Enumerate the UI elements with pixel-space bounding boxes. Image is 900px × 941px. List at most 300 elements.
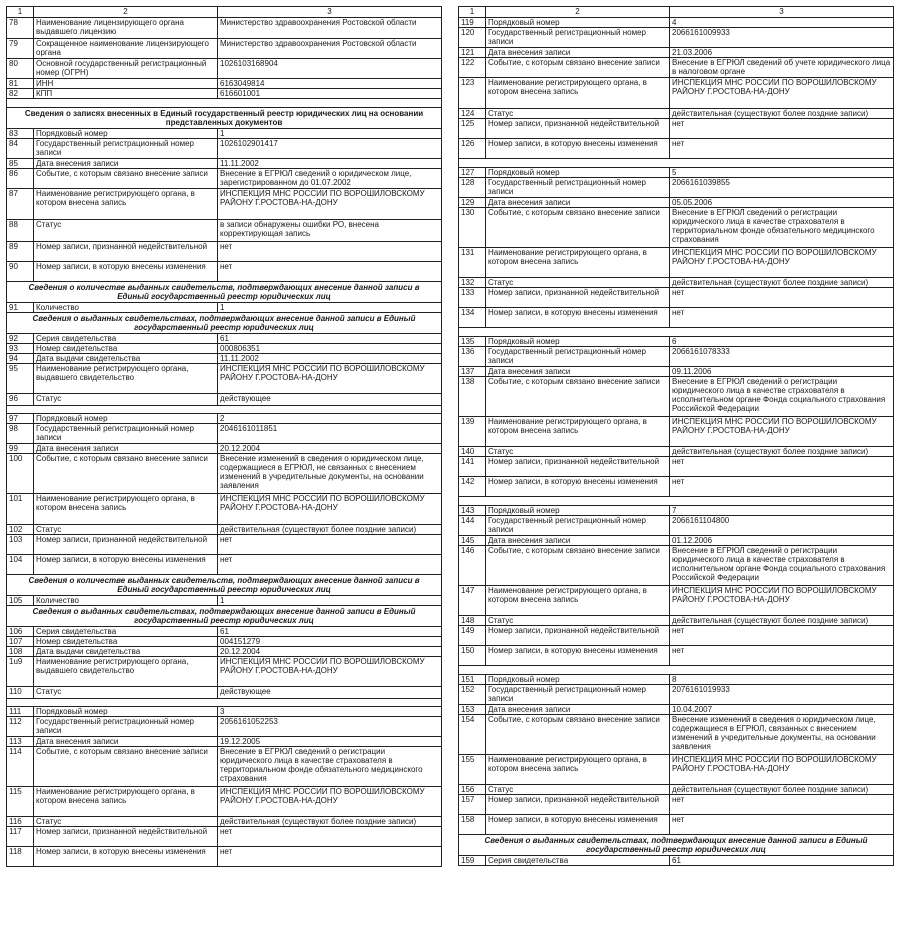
row-number: 140 [459,447,486,457]
row-number: 159 [459,856,486,866]
row-number: 156 [459,785,486,795]
field-value: действительная (существуют более поздние записи) [670,447,894,457]
row-number: 155 [459,755,486,785]
column-header-row [7,7,442,18]
field-name: Порядковый номер [486,18,670,28]
field-name: Номер записи, признанной недействительной [486,795,670,815]
field-value: 6163049814 [218,79,442,89]
right-column [458,6,894,866]
row-number: 131 [459,248,486,278]
field-name: Статус [34,394,218,406]
table-row [459,377,894,417]
table-row [7,707,442,717]
table-row [459,546,894,586]
section-heading [7,108,442,129]
row-number: 127 [459,168,486,178]
field-value: ИНСПЕКЦИЯ МНС РОССИИ ПО ВОРОШИЛОВСКОМУ РАЙОНУ Г.РОСТОВА-НА-ДОНУ [218,494,442,525]
table-row [7,747,442,787]
field-name: Наименование регистрирующего органа, в котором внесена запись [486,248,670,278]
table-row [7,39,442,59]
row-number: 99 [7,444,34,454]
table-row [459,178,894,198]
field-value: 19.12.2005 [218,737,442,747]
row-number: 107 [7,637,34,647]
field-name: Событие, с которым связано внесение записи [486,377,670,417]
row-number: 126 [459,139,486,159]
field-name: Государственный регистрационный номер записи [34,139,218,159]
field-name: КПП [34,89,218,99]
table-row [459,337,894,347]
field-value: 6 [670,337,894,347]
field-name: Основной государственный регистрационный номер (ОГРН) [34,59,218,79]
table-row [459,367,894,377]
field-name: Наименование регистрирующего органа, выдавшего свидетельство [34,657,218,687]
field-value: Министерство здравоохранения Ростовской области [218,39,442,59]
field-name: Событие, с которым связано внесение записи [34,454,218,494]
section-heading-text: Сведения о выданных свидетельствах, подтверждающих внесение данной записи в Единый государственный реестр юридических лиц [7,313,442,334]
row-number: 114 [7,747,34,787]
field-name: Событие, с которым связано внесение записи [486,208,670,248]
section-heading-text: Сведения о количестве выданных свидетельств, подтверждающих внесение данной записи в Единый государственный реестр юридических лиц [7,282,442,303]
table-row [459,208,894,248]
field-name: Порядковый номер [34,414,218,424]
field-value: 01.12.2006 [670,536,894,546]
column-header-2: 2 [486,7,670,18]
field-value: ИНСПЕКЦИЯ МНС РОССИИ ПО ВОРОШИЛОВСКОМУ РАЙОНУ Г.РОСТОВА-НА-ДОНУ [670,586,894,616]
field-name: Государственный регистрационный номер записи [486,28,670,48]
table-row [7,414,442,424]
table-row [7,647,442,657]
table-row [7,18,442,39]
field-value: действительная (существуют более поздние записи) [670,278,894,288]
row-number: 129 [459,198,486,208]
field-value: действительная (существуют более поздние записи) [670,616,894,626]
field-name: Государственный регистрационный номер записи [486,685,670,705]
section-heading [7,313,442,334]
table-row [459,457,894,477]
row-number: 134 [459,308,486,328]
table-row [459,675,894,685]
table-row [459,506,894,516]
field-value: 616601001 [218,89,442,99]
table-row [459,795,894,815]
row-number: 157 [459,795,486,815]
column-header-1: 1 [7,7,34,18]
row-number: 84 [7,139,34,159]
field-value: 05.05.2006 [670,198,894,208]
table-row [7,596,442,606]
row-number: 1u9 [7,657,34,687]
field-value: 11.11.2002 [218,354,442,364]
field-name: Дата внесения записи [34,737,218,747]
field-value: нет [670,119,894,139]
field-name: Номер записи, признанной недействительной [486,288,670,308]
row-number: 128 [459,178,486,198]
row-number: 108 [7,647,34,657]
field-value: нет [670,646,894,666]
row-number: 88 [7,220,34,242]
row-number: 111 [7,707,34,717]
row-number: 97 [7,414,34,424]
row-number: 96 [7,394,34,406]
field-name: Номер записи, в которую внесены изменения [486,646,670,666]
field-name: Номер записи, признанной недействительной [486,626,670,646]
field-value: 21.03.2006 [670,48,894,58]
row-number: 120 [459,28,486,48]
field-value: 1 [218,129,442,139]
field-value: 2056161052253 [218,717,442,737]
table-row [459,715,894,755]
table-row [7,525,442,535]
table-row [459,109,894,119]
table-row [7,159,442,169]
field-value: 5 [670,168,894,178]
table-row [7,787,442,817]
field-name: Количество [34,303,218,313]
table-row [459,347,894,367]
field-name: Статус [486,278,670,288]
row-number: 112 [7,717,34,737]
field-value: действительная (существуют более поздние записи) [670,109,894,119]
table-row [7,637,442,647]
section-heading-text: Сведения о выданных свидетельствах, подтверждающих внесение данной записи в Единый государственный реестр юридических лиц [459,835,894,856]
table-row [7,262,442,282]
table-row [459,626,894,646]
field-name: Порядковый номер [486,506,670,516]
field-name: Номер свидетельства [34,637,218,647]
spacer-cell [459,328,894,337]
table-row [459,198,894,208]
field-name: Дата внесения записи [34,159,218,169]
spacer-cell [7,699,442,707]
row-number: 98 [7,424,34,444]
spacer-row [459,666,894,675]
table-row [459,785,894,795]
table-row [459,168,894,178]
field-value: действующее [218,687,442,699]
field-name: Номер записи, признанной недействительной [34,242,218,262]
table-row [459,685,894,705]
field-value: в записи обнаружены ошибки РО, внесена корректирующая запись [218,220,442,242]
field-name: Сокращенное наименование лицензирующего органа [34,39,218,59]
field-name: Статус [486,109,670,119]
field-value: ИНСПЕКЦИЯ МНС РОССИИ ПО ВОРОШИЛОВСКОМУ РАЙОНУ Г.РОСТОВА-НА-ДОНУ [218,364,442,394]
field-value: нет [670,308,894,328]
row-number: 101 [7,494,34,525]
field-name: Событие, с которым связано внесение записи [486,546,670,586]
table-row [7,79,442,89]
field-value: 004151279 [218,637,442,647]
row-number: 158 [459,815,486,835]
field-value: действующее [218,394,442,406]
table-row [7,129,442,139]
field-value: действительная (существуют более поздние записи) [670,785,894,795]
field-value: 000806351 [218,344,442,354]
spacer-cell [459,497,894,506]
row-number: 115 [7,787,34,817]
table-row [7,657,442,687]
field-value: 3 [218,707,442,717]
field-value: нет [670,795,894,815]
row-number: 80 [7,59,34,79]
table-row [7,627,442,637]
row-number: 79 [7,39,34,59]
field-value: 1 [218,596,442,606]
field-name: Серия свидетельства [486,856,670,866]
field-value: Внесение в ЕГРЮЛ сведений об учете юридического лица в налоговом органе [670,58,894,78]
field-name: Государственный регистрационный номер записи [34,424,218,444]
field-name: Дата выдачи свидетельства [34,647,218,657]
field-name: Номер записи, в которую внесены изменения [486,308,670,328]
field-value: ИНСПЕКЦИЯ МНС РОССИИ ПО ВОРОШИЛОВСКОМУ РАЙОНУ Г.РОСТОВА-НА-ДОНУ [670,78,894,109]
field-value: 2066161039855 [670,178,894,198]
spacer-row [7,699,442,707]
table-row [459,288,894,308]
field-value: нет [218,262,442,282]
section-heading [459,835,894,856]
row-number: 130 [459,208,486,248]
row-number: 121 [459,48,486,58]
row-number: 87 [7,189,34,220]
field-name: Государственный регистрационный номер записи [486,178,670,198]
row-number: 106 [7,627,34,637]
field-name: Порядковый номер [486,168,670,178]
field-name: Номер записи, признанной недействительной [34,827,218,847]
field-value: нет [218,827,442,847]
row-number: 133 [459,288,486,308]
row-number: 146 [459,546,486,586]
field-name: Порядковый номер [34,707,218,717]
row-number: 95 [7,364,34,394]
row-number: 149 [459,626,486,646]
field-value: Внесение в ЕГРЮЛ сведений о регистрации юридического лица в качестве страхователя в исполнительном органе Фонда социального страхования Российской Федерации [670,377,894,417]
row-number: 144 [459,516,486,536]
field-value: Внесение изменений в сведения о юридическом лице, содержащиеся в ЕГРЮЛ, не связанных с внесением изменений в учредительные документы, на основании заявления [218,454,442,494]
field-value: 2066161009933 [670,28,894,48]
field-name: Государственный регистрационный номер записи [486,516,670,536]
table-row [459,646,894,666]
field-name: Дата внесения записи [486,198,670,208]
section-heading-text: Сведения о записях внесенных в Единый государственный реестр юридических лиц на основании представленных документов [7,108,442,129]
field-name: Статус [34,220,218,242]
registry-table-left [6,6,442,867]
table-row [459,119,894,139]
column-header-row [459,7,894,18]
table-row [459,616,894,626]
row-number: 138 [459,377,486,417]
table-row [7,220,442,242]
table-row [7,303,442,313]
table-row [7,59,442,79]
field-value: 61 [670,856,894,866]
row-number: 124 [459,109,486,119]
field-value: нет [670,139,894,159]
field-value: 1026102901417 [218,139,442,159]
row-number: 139 [459,417,486,447]
row-number: 90 [7,262,34,282]
row-number: 81 [7,79,34,89]
field-value: 1 [218,303,442,313]
row-number: 154 [459,715,486,755]
field-name: Серия свидетельства [34,334,218,344]
row-number: 143 [459,506,486,516]
field-value: ИНСПЕКЦИЯ МНС РОССИИ ПО ВОРОШИЛОВСКОМУ РАЙОНУ Г.РОСТОВА-НА-ДОНУ [670,417,894,447]
row-number: 135 [459,337,486,347]
field-name: Наименование регистрирующего органа, в котором внесена запись [486,586,670,616]
table-row [7,364,442,394]
table-row [459,755,894,785]
row-number: 118 [7,847,34,867]
field-name: Дата внесения записи [486,367,670,377]
row-number: 78 [7,18,34,39]
field-name: Статус [34,687,218,699]
table-row [7,687,442,699]
spacer-cell [7,99,442,108]
field-name: Серия свидетельства [34,627,218,637]
field-name: Дата внесения записи [486,536,670,546]
field-value: 11.11.2002 [218,159,442,169]
table-row [7,189,442,220]
field-value: 2 [218,414,442,424]
row-number: 89 [7,242,34,262]
field-name: Событие, с которым связано внесение записи [34,747,218,787]
field-value: Министерство здравоохранения Ростовской области [218,18,442,39]
field-name: Порядковый номер [34,129,218,139]
field-name: Наименование регистрирующего органа, в котором внесена запись [486,78,670,109]
row-number: 122 [459,58,486,78]
field-name: Номер записи, в которую внесены изменения [34,847,218,867]
section-heading [7,575,442,596]
table-row [7,444,442,454]
field-value: Внесение в ЕГРЮЛ сведений о регистрации юридического лица в качестве страхователя в территориальном фонде обязательного медицинского страхования [670,208,894,248]
table-row [7,242,442,262]
field-value: ИНСПЕКЦИЯ МНС РОССИИ ПО ВОРОШИЛОВСКОМУ РАЙОНУ Г.РОСТОВА-НА-ДОНУ [218,189,442,220]
field-value: ИНСПЕКЦИЯ МНС РОССИИ ПО ВОРОШИЛОВСКОМУ РАЙОНУ Г.РОСТОВА-НА-ДОНУ [218,657,442,687]
field-name: Государственный регистрационный номер записи [34,717,218,737]
field-value: 1026103168904 [218,59,442,79]
field-name: Номер записи, признанной недействительной [486,457,670,477]
table-row [7,169,442,189]
row-number: 147 [459,586,486,616]
section-heading-text: Сведения о количестве выданных свидетельств, подтверждающих внесение данной записи в Единый государственный реестр юридических лиц [7,575,442,596]
field-value: нет [670,626,894,646]
field-name: Порядковый номер [486,675,670,685]
field-value: 2076161019933 [670,685,894,705]
row-number: 125 [459,119,486,139]
table-row [459,28,894,48]
field-value: Внесение в ЕГРЮЛ сведений о регистрации юридического лица в качестве страхователя в территориальном фонде обязательного медицинского страхования [218,747,442,787]
table-row [459,477,894,497]
field-value: 61 [218,334,442,344]
row-number: 100 [7,454,34,494]
field-name: Номер записи, в которую внесены изменения [486,815,670,835]
field-name: Наименование регистрирующего органа, в котором внесена запись [486,755,670,785]
table-row [459,586,894,616]
field-value: ИНСПЕКЦИЯ МНС РОССИИ ПО ВОРОШИЛОВСКОМУ РАЙОНУ Г.РОСТОВА-НА-ДОНУ [670,248,894,278]
field-name: Наименование регистрирующего органа, в котором внесена запись [34,189,218,220]
field-name: Наименование регистрирующего органа, в котором внесена запись [34,494,218,525]
table-row [459,248,894,278]
registry-table-right [458,6,894,866]
table-row [7,737,442,747]
field-name: Дата внесения записи [486,705,670,715]
field-name: Наименование регистрирующего органа, в котором внесена запись [34,787,218,817]
field-value: 20.12.2004 [218,444,442,454]
row-number: 117 [7,827,34,847]
field-value: нет [218,535,442,555]
table-row [459,139,894,159]
field-name: Номер записи, в которую внесены изменения [486,477,670,497]
row-number: 123 [459,78,486,109]
row-number: 148 [459,616,486,626]
row-number: 93 [7,344,34,354]
section-heading [7,606,442,627]
field-value: 7 [670,506,894,516]
spacer-row [7,406,442,414]
row-number: 116 [7,817,34,827]
table-row [459,18,894,28]
row-number: 82 [7,89,34,99]
field-value: действительная (существуют более поздние записи) [218,525,442,535]
row-number: 104 [7,555,34,575]
field-value: 2066161104800 [670,516,894,536]
field-value: Внесение в ЕГРЮЛ сведений о регистрации юридического лица в качестве страхователя в исполнительном органе Фонда социального страхования Российской Федерации [670,546,894,586]
section-heading [7,282,442,303]
field-value: нет [218,847,442,867]
field-name: Государственный регистрационный номер записи [486,347,670,367]
table-row [7,717,442,737]
row-number: 153 [459,705,486,715]
column-header-3: 3 [218,7,442,18]
spacer-row [459,159,894,168]
field-name: Номер записи, в которую внесены изменения [34,262,218,282]
row-number: 141 [459,457,486,477]
field-value: 2046161011851 [218,424,442,444]
field-name: Номер свидетельства [34,344,218,354]
row-number: 150 [459,646,486,666]
table-row [7,555,442,575]
field-value: действительная (существуют более поздние записи) [218,817,442,827]
field-value: нет [670,288,894,308]
field-name: Порядковый номер [486,337,670,347]
field-value: 09.11.2006 [670,367,894,377]
field-name: Наименование регистрирующего органа, в котором внесена запись [486,417,670,447]
table-row [459,705,894,715]
row-number: 94 [7,354,34,364]
section-heading-text: Сведения о выданных свидетельствах, подтверждающих внесение данной записи в Единый государственный реестр юридических лиц [7,606,442,627]
table-row [7,89,442,99]
field-name: ИНН [34,79,218,89]
table-row [7,454,442,494]
table-row [7,334,442,344]
row-number: 83 [7,129,34,139]
spacer-cell [459,666,894,675]
field-name: Статус [34,525,218,535]
field-value: нет [218,242,442,262]
field-value: нет [670,457,894,477]
spacer-cell [7,406,442,414]
row-number: 85 [7,159,34,169]
table-row [459,48,894,58]
table-row [459,417,894,447]
field-value: 61 [218,627,442,637]
field-name: Номер записи, признанной недействительной [486,119,670,139]
table-row [459,308,894,328]
row-number: 152 [459,685,486,705]
field-name: Статус [486,447,670,457]
table-row [459,815,894,835]
field-name: Событие, с которым связано внесение записи [486,715,670,755]
